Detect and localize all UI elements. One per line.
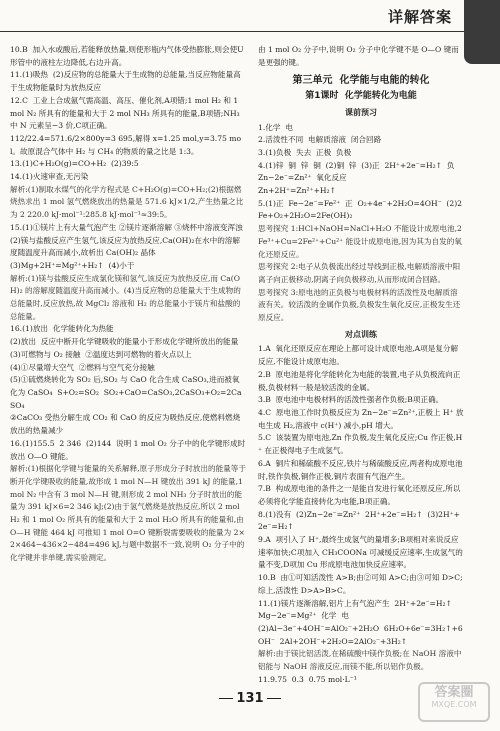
answer-item: 2.B 原电池是将化学能转化为电能的装置,电子从负极流向正极,负极材料一般是较活泼的金属。: [258, 369, 461, 392]
answer-item: 8.(1)没有 (2)Zn−2e⁻=Zn²⁺ 2H⁺+2e⁻=H₂↑ (3)2H⁺+2e⁻=H₂↑: [258, 509, 461, 532]
thinking-inquiry: 思考探究 2:电子从负极流出经过导线到正极,电解质溶液中阳离子向正极移动,阴离子向负极移动,从而形成闭合回路。: [258, 262, 461, 284]
answer-item: 12.C 工业上合成氨气需高温、高压、催化剂,A项错;1 mol H₂ 和 1 mol N₂ 所具有的能量和大于 2 mol NH₃ 所具有的能量,B项错;NH₃ 中 N 元素呈−3 价,C项正确。: [10, 95, 243, 131]
left-column: [10, 44, 246, 565]
watermark-logo: [418, 682, 490, 722]
page-number-dash-left: [219, 698, 233, 699]
answer-item: 16.(1)155.5 2 346 (2)144 说明 1 mol O₂ 分子中的化学键形成时放出 O—O 键能。: [10, 438, 246, 461]
lesson-heading: 第1课时 化学能转化为电能: [305, 91, 417, 102]
answer-item: 由 1 mol O₂ 分子中,说明 O₂ 分子中化学键不是 O—O 键而是更强的键。: [258, 45, 459, 67]
page-header: [0, 0, 500, 34]
section-heading-practice: 对点训练: [345, 329, 377, 339]
answer-item: 6.A 铜片和稀硫酸不反应,铁片与稀硫酸反应,两者构成原电池时,铁作负极,铜作正极,铜片表面有气泡产生。: [258, 458, 463, 481]
answer-item: 3.(1)负极 失去 正极 负极: [258, 147, 352, 157]
thinking-inquiry: 思考探究 1:HCl+NaOH=NaCl+H₂O 不能设计成原电池,2Fe³⁺+Cu=2Fe²⁺+Cu²⁺ 能设计成原电池,因为其为自发的氧化还原反应。: [258, 224, 462, 259]
answer-item: 112/22.4=571.6/2×800y=3 695,解得 x=1.25 mol,y=3.75 mol。故原混合气体中 H₂ 与 CH₄ 的物质的量之比是 1:3。: [10, 133, 242, 156]
answer-item: 3.B 原电池中电极材料的活泼性强者作负极;B项正确。: [258, 395, 444, 405]
answer-item: (3)Mg+2H⁺=Mg²⁺+H₂↑ (4)小于: [10, 260, 135, 270]
answer-item: 11.9.75 0.3 0.75 mol·L⁻¹: [258, 674, 357, 684]
answer-item: 11.(1)镁片逐渐溶解,铝片上有气泡产生 2H⁺+2e⁻=H₂↑ Mg−2e⁻=Mg²⁺ 化学 电: [258, 598, 457, 621]
answer-explanation: 解析:(1)制取水煤气的化学方程式是 C+H₂O(g)=CO+H₂;(2)根据燃烧热求出 1 mol 氢气燃烧放出的热量是 571.6 kJ×1/2,产生热量之比为 2 220.0 kJ·mol⁻¹:285.8 kJ·mol⁻¹≈39:5。: [10, 184, 244, 220]
answer-item: 16.(1)放出 化学能转化为热能: [10, 324, 114, 334]
answer-explanation: 解析:(1)镁与盐酸反应生成氯化镁和氢气,该反应为放热反应,而 Ca(OH)₂ 的溶解度随温度升高而减小。(4)当反应物的总能量大于生成物的总能量时,反应放热,故 MgCl₂ 溶液和 H₂ 的总能量小于镁片和盐酸的总能量。: [10, 273, 241, 321]
answer-item: 10.B 由①可知活泼性 A>B;由②可知 A>C;由③可知 D>C;综上,活泼性 D>A>B>C。: [258, 573, 463, 595]
answer-item: 7.B 构成原电池的条件之一是能自发进行氧化还原反应,所以必须将化学能直接转化为电能,B项正确。: [258, 484, 461, 506]
answer-item: 14.(1)火速审查,无污染: [10, 172, 89, 182]
answer-item: 5.(1)正 Fe−2e⁻=Fe²⁺ 正 O₂+4e⁻+2H₂O=4OH⁻ (2)2Fe+O₂+2H₂O=2Fe(OH)₂: [258, 198, 462, 221]
answer-item: (5)①硫燃烧转化为 SO₂ 后,SO₂ 与 CaO 化合生成 CaSO₃,进而被氧化为 CaSO₄ S+O₂=SO₂ SO₂+CaO=CaSO₃,2CaSO₃+O₂=2CaSO₄: [10, 375, 242, 410]
answer-item: 5.C 该装置为原电池,Zn 作负极,发生氧化反应;Cu 作正极,H⁺ 在正极得电子生成氢气。: [258, 433, 463, 456]
corner-tab: [464, 0, 500, 64]
answer-item: ②CaCO₃ 受热分解生成 CO₂ 和 CaO 的反应为吸热反应,使燃料燃烧放出的热量减少: [10, 413, 241, 436]
answer-item: 4.(1)锌 铜 锌 铜 (2)铜 锌 (3)正 2H⁺+2e⁻=H₂↑ 负 Zn−2e⁻=Zn²⁺ 氧化反应: [258, 160, 460, 183]
answer-item: 1.A 氧化还原反应在理论上都可设计成原电池,A项是复分解反应,不能设计成原电池。: [258, 344, 459, 367]
watermark-text: 答案圈: [434, 685, 474, 700]
answer-item: 10.B 加入水或酸后,若能释放热量,则使形瓶内气体受热膨胀,则会使U形管中的液柱左边降低,右边升高。: [10, 45, 244, 67]
right-column: [258, 44, 464, 686]
page-number-dash-right: [267, 698, 281, 699]
header-title: 详解答案: [387, 8, 452, 26]
answer-explanation: 解析:(1)根据化学键与能量的关系解释,原子形成分子时放出的能量等于断开化学键吸收的能量,故形成 1 mol N—H 键放出 391 kJ 的能量,1 mol N₂ 中含有 3 mol N—H 键,则形成 2 mol NH₃ 分子时放出的能量为 391 kJ×6=2 346 kJ;(2)由于氢气燃烧是放热反应,所以 2 mol H₂ 和 1 mol O₂ 所具有的能量和大于 2 mol H₂O 所具有的能量和,由 O—H 键能 464 kJ 可推知 1 mol O=O 键断裂需要吸收的能量为 2×2×464−436×2−484=496 kJ,与题中数据不一致,说明 O₂ 分子中的化学键并非单键,需实验测定。: [10, 464, 247, 563]
answer-item: Zn+2H⁺=Zn²⁺+H₂↑: [258, 186, 336, 196]
answer-explanation: 解析:由于镁比铝活泼,在稀硫酸中镁作负极;在 NaOH 溶液中铝能与 NaOH 溶液反应,而镁不能,所以铝作负极。: [258, 649, 462, 672]
answer-item: (2)放出 反应中断开化学键吸收的能量小于形成化学键所放出的能量: [10, 337, 239, 347]
answer-item: (4)①尽量增大空气 ②燃料与空气充分接触: [10, 362, 155, 372]
unit-heading: 第三单元 化学能与电能的转化: [292, 75, 430, 87]
answer-item: 9.A 项引入了 H⁺,最终生成氢气的量增多;B项相对来说反应速率加快;C项加入 CH₃COONa 可减缓反应速率,生成氢气的量不变,D项加 Cu 形成原电池加快反应速率。: [258, 535, 463, 570]
watermark-url: MXQE.COM: [431, 700, 477, 709]
answer-item: 1.化学 电: [258, 122, 293, 132]
page-number-value: 131: [236, 691, 264, 706]
answer-item: 13.(1)C+H₂O(g)=CO+H₂ (2)39:5: [10, 159, 139, 169]
answer-item: 15.(1)①镁片上有大量气泡产生 ②镁片逐渐溶解 ③烧杯中溶液变浑浊: [10, 222, 243, 232]
answer-item: (2)镁与盐酸反应产生氢气,该反应为放热反应,Ca(OH)₂在水中的溶解度随温度升高而减小,故析出 Ca(OH)₂ 晶体: [10, 235, 240, 258]
thinking-inquiry: 思考探究 3:原电池的正负极与电极材料的活泼性及电解质溶液有关。较活泼的金属作负极,负极发生氧化反应,正极发生还原反应。: [258, 287, 461, 323]
answer-item: (3)可燃物与 O₂ 接触 ②温度达到可燃物的着火点以上: [10, 349, 192, 359]
answer-item: 4.C 原电池工作时负极反应为 Zn−2e⁻=Zn²⁺,正极上 H⁺ 放电生成 H₂,溶液中 c(H⁺) 减小,pH 增大。: [258, 407, 464, 430]
header-rule: [0, 31, 500, 32]
answer-item: 2.活泼性不同 电解质溶液 闭合回路: [258, 135, 382, 145]
answer-item: (2)Al−3e⁻+4OH⁻=AlO₂⁻+2H₂O 6H₂O+6e⁻=3H₂↑+6OH⁻ 2Al+2OH⁻+2H₂O=2AlO₂⁻+3H₂↑: [258, 623, 463, 646]
answer-item: 11.(1)吸热 (2)反应物的总能量大于生成物的总能量,当反应物能量高于生成物能量时为放热反应: [10, 70, 241, 93]
section-heading-preview: 课前预习: [345, 107, 377, 117]
